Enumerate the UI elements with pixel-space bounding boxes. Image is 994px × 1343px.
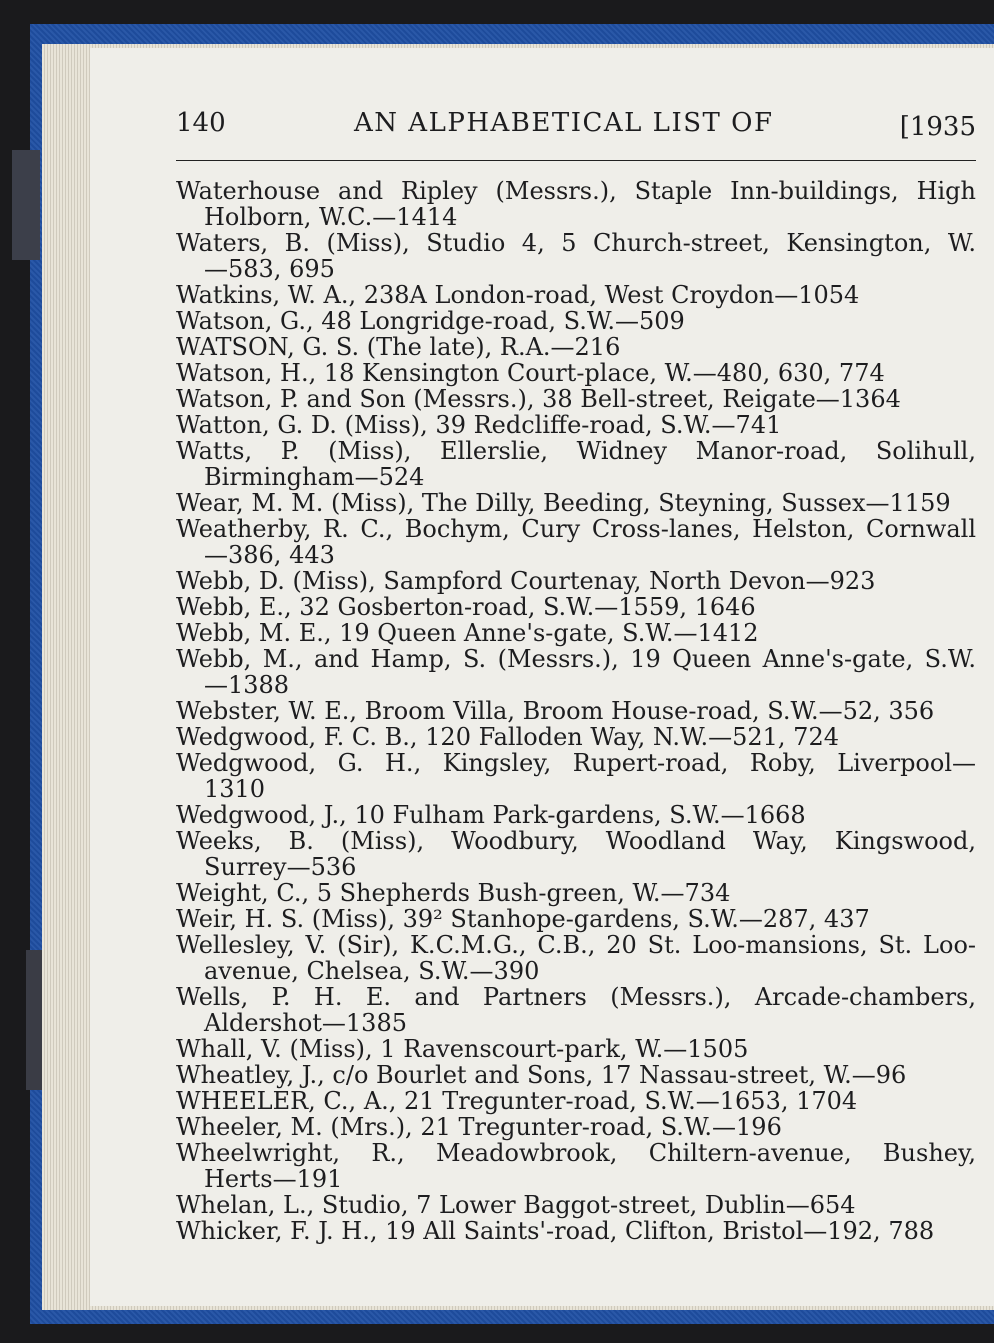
entry-line: Watts, P. (Miss), Ellerslie, Widney Manor-road, Solihull,	[176, 437, 976, 465]
entry-line: Watson, H., 18 Kensington Court-place, W.—480, 630, 774	[176, 359, 885, 387]
directory-entry	[176, 516, 976, 568]
entry-line: Watkins, W. A., 238A London-road, West Croydon—1054	[176, 281, 860, 309]
binding-tape	[12, 150, 40, 260]
directory-entry	[176, 1062, 976, 1088]
entry-line: Wellesley, V. (Sir), K.C.M.G., C.B., 20 St. Loo-mansions, St. Loo-	[176, 931, 976, 959]
directory-entry	[176, 438, 976, 490]
entry-line: Wedgwood, J., 10 Fulham Park-gardens, S.W.—1668	[176, 801, 806, 829]
directory-list	[176, 178, 976, 1244]
directory-entry	[176, 750, 976, 802]
entry-line: Wells, P. H. E. and Partners (Messrs.), Arcade-chambers,	[176, 983, 976, 1011]
entry-line: Whelan, L., Studio, 7 Lower Baggot-street, Dublin—654	[176, 1191, 856, 1219]
entry-line: Whicker, F. J. H., 19 All Saints'-road, Clifton, Bristol—192, 788	[176, 1217, 935, 1245]
directory-entry	[176, 334, 976, 360]
directory-entry	[176, 1036, 976, 1062]
directory-entry	[176, 906, 976, 932]
directory-entry	[176, 724, 976, 750]
entry-line: Webb, M. E., 19 Queen Anne's-gate, S.W.—1412	[176, 619, 759, 647]
entry-line: Weight, C., 5 Shepherds Bush-green, W.—734	[176, 879, 731, 907]
entry-continuation-line: Surrey—536	[204, 853, 357, 881]
page-number: 140	[176, 108, 226, 138]
entry-continuation-line: Herts—191	[204, 1165, 343, 1193]
directory-entry	[176, 386, 976, 412]
entry-line: Waters, B. (Miss), Studio 4, 5 Church-street, Kensington, W.	[176, 229, 976, 257]
entry-line: Webb, E., 32 Gosberton-road, S.W.—1559, 1646	[176, 593, 756, 621]
entry-continuation-line: 1310	[204, 775, 266, 803]
entry-line: Webb, D. (Miss), Sampford Courtenay, North Devon—923	[176, 567, 876, 595]
entry-line: Wedgwood, G. H., Kingsley, Rupert-road, Roby, Liverpool—	[176, 749, 976, 777]
directory-entry	[176, 828, 976, 880]
directory-entry	[176, 932, 976, 984]
entry-line: WHEELER, C., A., 21 Tregunter-road, S.W.—1653, 1704	[176, 1087, 858, 1115]
entry-continuation-line: Holborn, W.C.—1414	[204, 203, 458, 231]
directory-entry	[176, 1088, 976, 1114]
header-year: [1935	[899, 112, 976, 142]
directory-entry	[176, 490, 976, 516]
directory-entry	[176, 698, 976, 724]
directory-entry	[176, 1140, 976, 1192]
directory-entry	[176, 178, 976, 230]
running-header	[176, 104, 976, 161]
directory-entry	[176, 984, 976, 1036]
entry-continuation-line: —583, 695	[204, 255, 335, 283]
entry-line: Webb, M., and Hamp, S. (Messrs.), 19 Queen Anne's-gate, S.W.	[176, 645, 976, 673]
directory-entry	[176, 1218, 976, 1244]
entry-continuation-line: Birmingham—524	[204, 463, 425, 491]
directory-entry	[176, 880, 976, 906]
directory-entry	[176, 1192, 976, 1218]
entry-line: Webster, W. E., Broom Villa, Broom House-road, S.W.—52, 356	[176, 697, 935, 725]
entry-line: Wheelwright, R., Meadowbrook, Chiltern-avenue, Bushey,	[176, 1139, 976, 1167]
entry-line: Whall, V. (Miss), 1 Ravenscourt-park, W.—1505	[176, 1035, 749, 1063]
directory-entry	[176, 360, 976, 386]
entry-line: WATSON, G. S. (The late), R.A.—216	[176, 333, 621, 361]
directory-entry	[176, 620, 976, 646]
directory-entry	[176, 412, 976, 438]
directory-entry	[176, 230, 976, 282]
entry-line: Weeks, B. (Miss), Woodbury, Woodland Way, Kingswood,	[176, 827, 976, 855]
directory-entry	[176, 802, 976, 828]
entry-line: Wedgwood, F. C. B., 120 Falloden Way, N.W.—521, 724	[176, 723, 839, 751]
entry-line: Weir, H. S. (Miss), 39² Stanhope-gardens, S.W.—287, 437	[176, 905, 870, 933]
entry-continuation-line: —1388	[204, 671, 290, 699]
directory-entry	[176, 308, 976, 334]
entry-continuation-line: avenue, Chelsea, S.W.—390	[204, 957, 540, 985]
entry-line: Watson, G., 48 Longridge-road, S.W.—509	[176, 307, 685, 335]
entry-line: Waterhouse and Ripley (Messrs.), Staple Inn-buildings, High	[176, 177, 976, 205]
entry-line: Wear, M. M. (Miss), The Dilly, Beeding, Steyning, Sussex—1159	[176, 489, 951, 517]
entry-line: Wheeler, M. (Mrs.), 21 Tregunter-road, S.W.—196	[176, 1113, 782, 1141]
directory-entry	[176, 594, 976, 620]
entry-line: Watson, P. and Son (Messrs.), 38 Bell-street, Reigate—1364	[176, 385, 901, 413]
directory-entry	[176, 646, 976, 698]
entry-line: Wheatley, J., c/o Bourlet and Sons, 17 Nassau-street, W.—96	[176, 1061, 907, 1089]
directory-entry	[176, 568, 976, 594]
entry-line: Weatherby, R. C., Bochym, Cury Cross-lanes, Helston, Cornwall	[176, 515, 976, 543]
entry-continuation-line: Aldershot—1385	[204, 1009, 407, 1037]
directory-entry	[176, 1114, 976, 1140]
entry-line: Watton, G. D. (Miss), 39 Redcliffe-road, S.W.—741	[176, 411, 782, 439]
page-title: AN ALPHABETICAL LIST OF	[354, 108, 774, 138]
entry-continuation-line: —386, 443	[204, 541, 335, 569]
directory-entry	[176, 282, 976, 308]
